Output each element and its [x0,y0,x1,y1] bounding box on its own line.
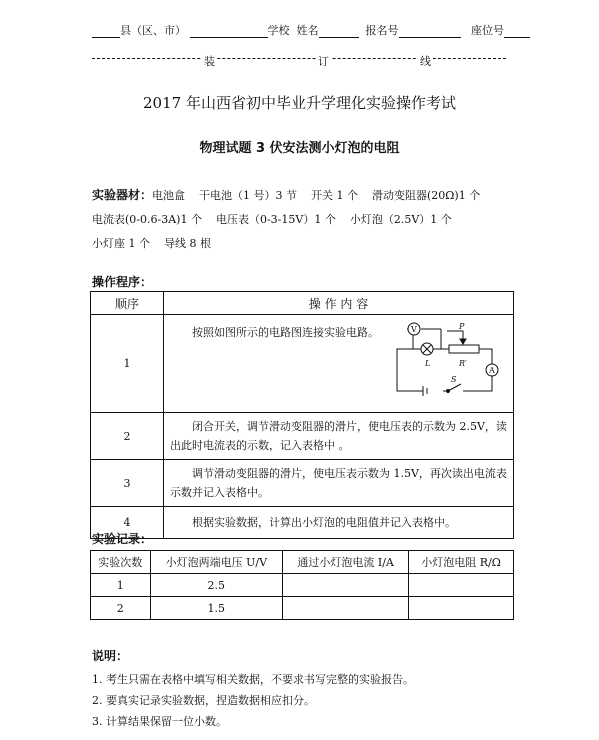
col-current: 通过小灯泡电流 I/A [283,551,409,574]
reg-no-blank[interactable] [399,26,461,38]
table-row [91,413,514,460]
equipment-section [92,183,512,256]
equipment-item: 小灯泡（2.5V）1 个 [349,213,452,226]
step-text-cell [164,315,514,413]
equipment-item: 小灯座 1 个 [92,237,150,250]
circuit-diagram [387,319,509,403]
step-text: 调节滑动变阻器的滑片，使电压表示数为 1.5V，再次读出电流表示数并记入表格中。 [164,460,514,507]
circuit-label-l: L [425,359,431,368]
binding-line [92,55,506,68]
equipment-item: 导线 8 根 [164,237,211,250]
note-item: 1. 考生只需在表格中填写相关数据，不要求书写完整的实验报告。 [92,673,414,686]
name-label: 姓名 [296,24,319,37]
voltage-cell: 1.5 [150,597,282,620]
step-text: 根据实验数据，计算出小灯泡的电阻值并记入表格中。 [164,507,514,539]
resistance-cell[interactable] [409,597,514,620]
record-table [90,550,514,620]
equipment-item: 电压表（0-3-15V）1 个 [215,213,336,226]
current-cell[interactable] [283,597,409,620]
table-row [91,597,514,620]
circuit-label-r: R′ [459,359,467,368]
school-label: 学校 [267,24,290,37]
equipment-item: 开关 1 个 [311,189,359,202]
circuit-label-p: P [459,322,465,331]
procedure-heading: 操作程序： [92,275,153,289]
procedure-table [90,291,514,539]
trial-cell: 1 [91,574,151,597]
step-text: 按照如图所示的电路图连接实验电路。 [192,326,379,339]
table-header-row [91,292,514,315]
notes-section [92,646,414,732]
name-blank[interactable] [319,26,359,38]
exam-title: 2017 年山西省初中毕业升学理化实验操作考试 [143,94,456,112]
seat-no-blank[interactable] [504,26,530,38]
voltage-cell: 2.5 [150,574,282,597]
col-order: 顺序 [91,292,164,315]
step-number: 3 [91,460,164,507]
step-text: 闭合开关，调节滑动变阻器的滑片，使电压表的示数为 2.5V，读出此时电流表的示数，记入表格中 。 [164,413,514,460]
notes-heading: 说明： [92,649,129,663]
step-number: 1 [91,315,164,413]
county-blank[interactable] [92,26,120,38]
binding-char: 装 [204,55,215,68]
resistance-cell[interactable] [409,574,514,597]
school-blank[interactable] [190,26,268,38]
exam-header [92,22,530,38]
exam-subtitle: 物理试题 3 伏安法测小灯泡的电阻 [199,141,400,156]
rheostat-symbol [449,345,479,353]
seat-no-label: 座位号 [471,24,504,37]
col-resistance: 小灯泡电阻 R/Ω [409,551,514,574]
current-cell[interactable] [283,574,409,597]
equipment-item: 电流表(0-0.6-3A)1 个 [92,213,202,226]
circuit-label-a: A [489,366,495,375]
circuit-label-v: V [411,325,417,334]
equipment-item: 电池盒 [152,189,186,202]
table-row [91,507,514,539]
table-header-row [91,551,514,574]
binding-char: 线 [420,55,431,68]
equipment-heading: 实验器材： [92,188,153,202]
col-trial: 实验次数 [91,551,151,574]
step-number: 4 [91,507,164,539]
step-number: 2 [91,413,164,460]
equipment-item: 干电池（1 号）3 节 [199,189,298,202]
table-row [91,460,514,507]
county-label: 县（区、市） [120,24,186,37]
table-row [91,315,514,413]
col-voltage: 小灯泡两端电压 U/V [150,551,282,574]
note-item: 3. 计算结果保留一位小数。 [92,715,227,728]
reg-no-label: 报名号 [365,24,399,37]
note-item: 2. 要真实记录实验数据，捏造数据相应扣分。 [92,694,315,707]
binding-char: 订 [318,55,329,68]
col-content: 操 作 内 容 [164,292,514,315]
table-row [91,574,514,597]
circuit-label-s: S [451,375,457,384]
trial-cell: 2 [91,597,151,620]
equipment-item: 滑动变阻器(20Ω)1 个 [372,189,481,202]
record-heading: 实验记录： [92,532,153,546]
